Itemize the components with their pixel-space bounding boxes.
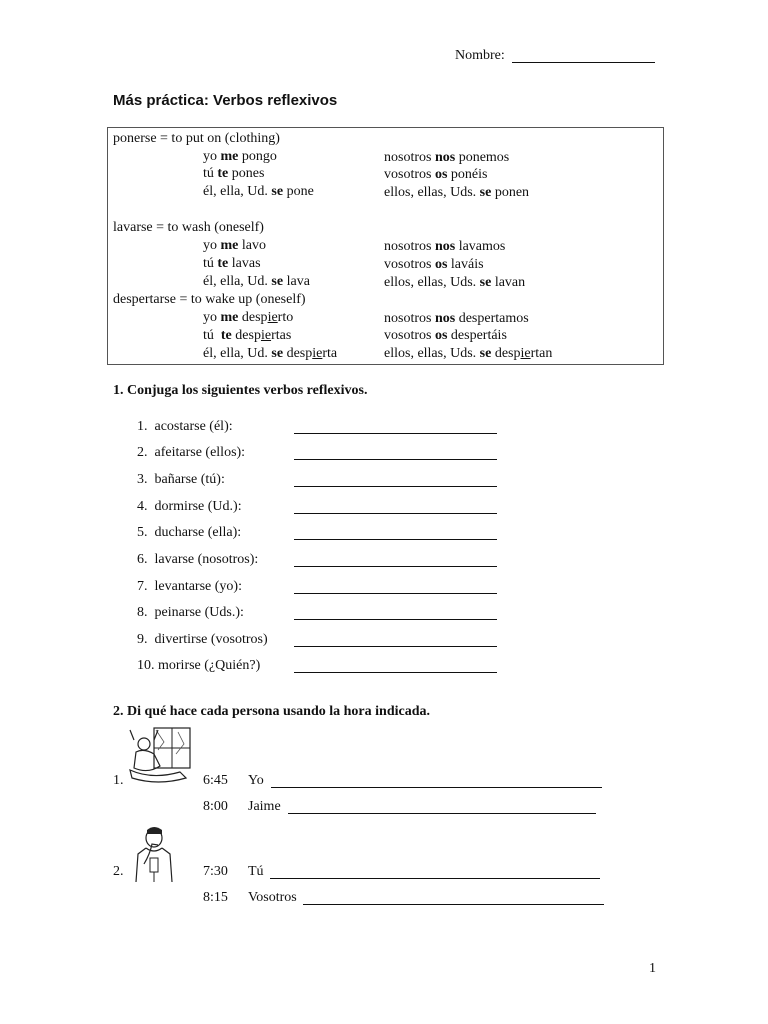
conj-plural-1: nosotros nos ponemos bbox=[384, 150, 510, 165]
conj-plural-2: vosotros os despertáis bbox=[384, 328, 507, 343]
verb-infinitive: lavarse = to wash (oneself) bbox=[113, 220, 264, 235]
conj-singular-2: tú te pones bbox=[203, 166, 265, 181]
conj-plural-3: ellos, ellas, Uds. se lavan bbox=[384, 275, 526, 290]
conj-plural-2: vosotros os ponéis bbox=[384, 167, 488, 182]
answer-line-8[interactable] bbox=[294, 605, 497, 620]
time-label: 8:15 bbox=[203, 890, 228, 905]
time-label: 6:45 bbox=[203, 773, 228, 788]
conj-plural-1: nosotros nos lavamos bbox=[384, 239, 506, 254]
conj-singular-1: yo me lavo bbox=[203, 238, 266, 253]
answer-line-10[interactable] bbox=[294, 658, 497, 673]
verb-infinitive: ponerse = to put on (clothing) bbox=[113, 131, 280, 146]
waking-person-icon bbox=[128, 724, 194, 786]
answer-line-1[interactable] bbox=[294, 419, 497, 434]
conj-singular-1: yo me pongo bbox=[203, 149, 277, 164]
conj-plural-1: nosotros nos despertamos bbox=[384, 311, 529, 326]
section2-title: 2. Di qué hace cada persona usando la hora indicada. bbox=[113, 704, 430, 719]
conj-plural-2: vosotros os laváis bbox=[384, 257, 484, 272]
brushing-teeth-person-icon bbox=[132, 824, 178, 886]
exercise-item-5: 5. ducharse (ella): bbox=[137, 525, 242, 540]
answer-line-6[interactable] bbox=[294, 552, 497, 567]
exercise-item-3: 3. bañarse (tú): bbox=[137, 472, 225, 487]
name-field bbox=[455, 48, 505, 64]
answer-line-2[interactable] bbox=[294, 445, 497, 460]
subject-label: Yo bbox=[248, 773, 264, 788]
answer-line-9[interactable] bbox=[294, 632, 497, 647]
answer-line-3[interactable] bbox=[294, 472, 497, 487]
time-label: 7:30 bbox=[203, 864, 228, 879]
exercise-item-10: 10. morirse (¿Quién?) bbox=[137, 658, 261, 673]
page-title: Más práctica: Verbos reflexivos bbox=[113, 92, 338, 109]
answer-line[interactable] bbox=[303, 890, 604, 905]
exercise-item-7: 7. levantarse (yo): bbox=[137, 579, 242, 594]
exercise-item-8: 8. peinarse (Uds.): bbox=[137, 605, 244, 620]
name-input-line[interactable] bbox=[512, 48, 655, 63]
subject-label: Jaime bbox=[248, 799, 281, 814]
conj-plural-3: ellos, ellas, Uds. se ponen bbox=[384, 185, 530, 200]
conj-plural-3: ellos, ellas, Uds. se despiertan bbox=[384, 346, 553, 361]
exercise-item-1: 1. acostarse (él): bbox=[137, 419, 233, 434]
answer-line[interactable] bbox=[270, 864, 600, 879]
exercise-item-4: 4. dormirse (Ud.): bbox=[137, 499, 242, 514]
conj-singular-3: él, ella, Ud. se despierta bbox=[203, 346, 338, 361]
answer-line-7[interactable] bbox=[294, 579, 497, 594]
answer-line[interactable] bbox=[288, 799, 596, 814]
page-number: 1 bbox=[649, 961, 656, 976]
conj-singular-3: él, ella, Ud. se pone bbox=[203, 184, 314, 199]
exercise-item-9: 9. divertirse (vosotros) bbox=[137, 632, 268, 647]
subject-label: Vosotros bbox=[248, 890, 297, 905]
time-label: 8:00 bbox=[203, 799, 228, 814]
answer-line-4[interactable] bbox=[294, 499, 497, 514]
subject-label: Tú bbox=[248, 864, 264, 879]
group-number: 2. bbox=[113, 864, 124, 879]
group-number: 1. bbox=[113, 773, 124, 788]
conj-singular-1: yo me despierto bbox=[203, 310, 294, 325]
section1-title: 1. Conjuga los siguientes verbos reflexivos. bbox=[113, 383, 368, 398]
answer-line[interactable] bbox=[271, 773, 602, 788]
answer-line-5[interactable] bbox=[294, 525, 497, 540]
conj-singular-2: tú te lavas bbox=[203, 256, 261, 271]
conj-singular-2: tú te despiertas bbox=[203, 328, 292, 343]
exercise-item-6: 6. lavarse (nosotros): bbox=[137, 552, 259, 567]
conj-singular-3: él, ella, Ud. se lava bbox=[203, 274, 310, 289]
exercise-item-2: 2. afeitarse (ellos): bbox=[137, 445, 246, 460]
name-label: Nombre: bbox=[455, 48, 505, 63]
verb-infinitive: despertarse = to wake up (oneself) bbox=[113, 292, 306, 307]
